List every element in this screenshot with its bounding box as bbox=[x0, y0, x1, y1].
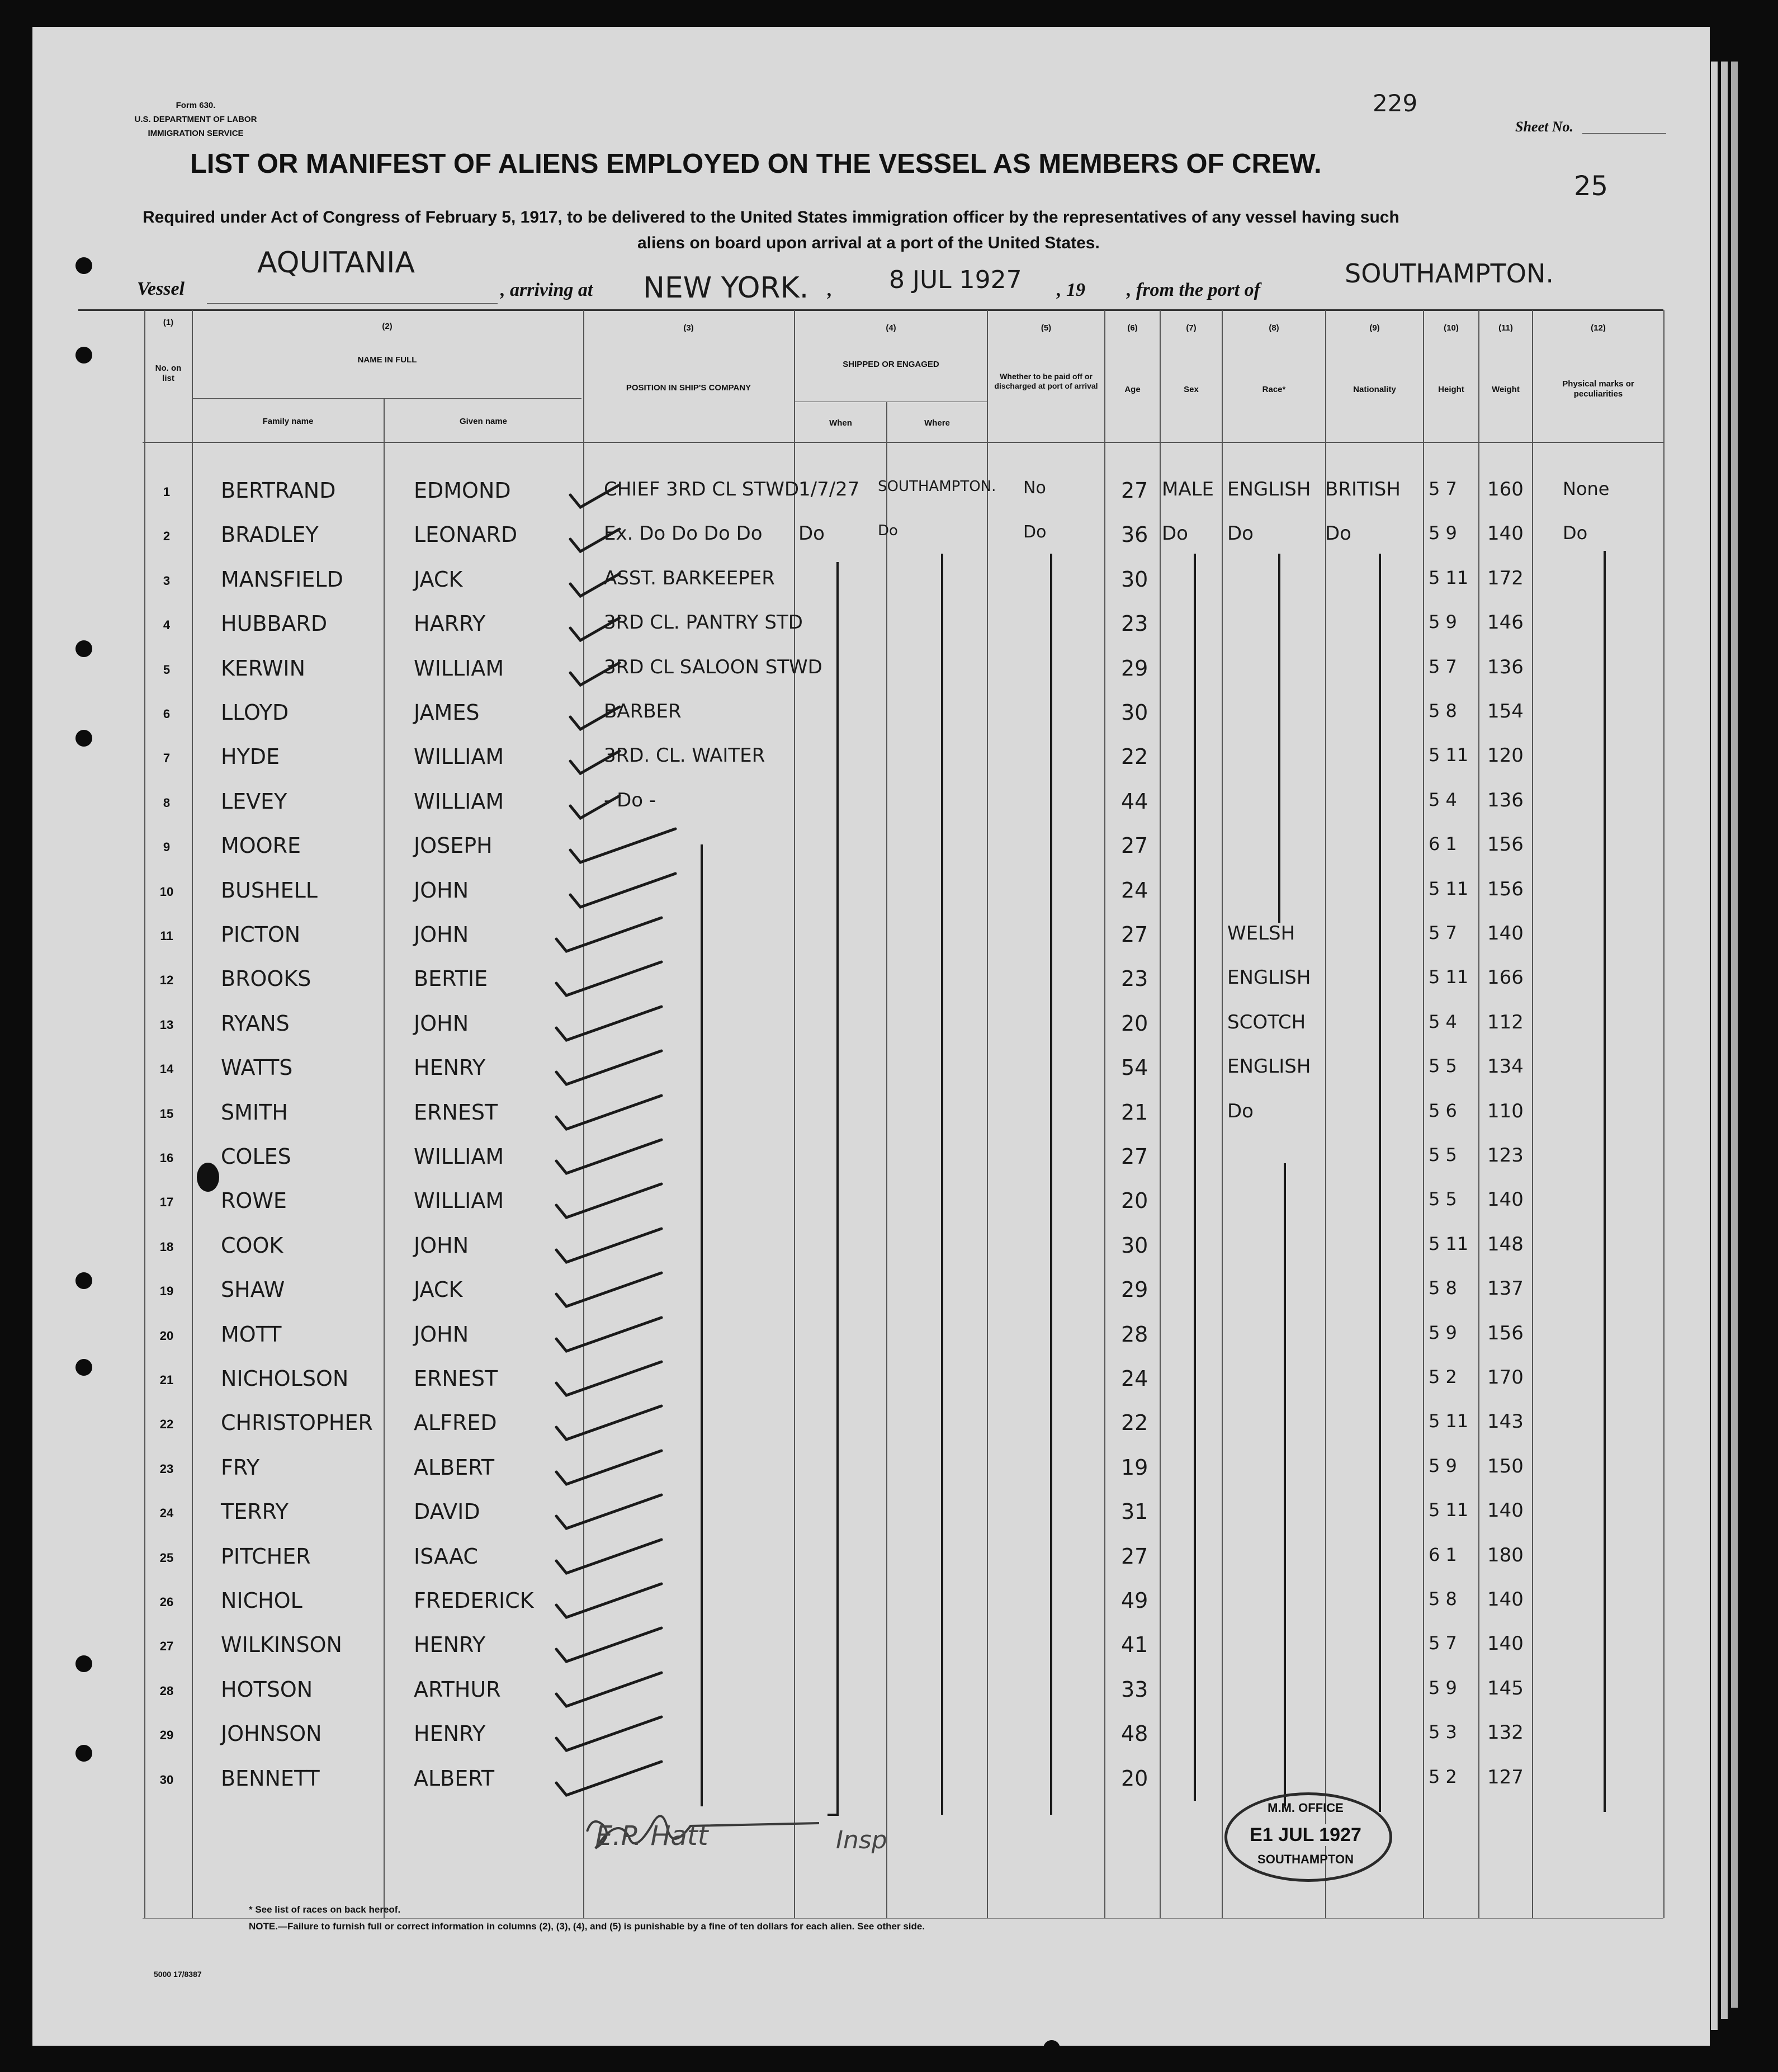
cell-weight: 156 bbox=[1487, 833, 1524, 856]
cell-family: PITCHER bbox=[221, 1544, 311, 1569]
cell-no: 14 bbox=[159, 1062, 174, 1076]
cell-given: BERTIE bbox=[414, 966, 488, 991]
cell-height: 5 8 bbox=[1429, 700, 1457, 721]
cell-family: LLOYD bbox=[221, 700, 289, 725]
cell-given: HENRY bbox=[414, 1632, 486, 1657]
col10-header: Height bbox=[1438, 385, 1464, 394]
cell-no: 5 bbox=[163, 663, 171, 677]
cell-weight: 143 bbox=[1487, 1410, 1524, 1433]
cell-no: 16 bbox=[159, 1151, 174, 1165]
cell-given: JAMES bbox=[414, 700, 480, 725]
cell-sex: MALE bbox=[1162, 478, 1214, 501]
checkmark bbox=[570, 751, 620, 773]
cell-where: Do bbox=[878, 522, 898, 539]
cell-family: PICTON bbox=[221, 922, 301, 947]
checkmark bbox=[556, 1007, 661, 1040]
cell-where: SOUTHAMPTON. bbox=[878, 478, 996, 495]
cell-family: ROWE bbox=[221, 1188, 287, 1213]
cell-race: Do bbox=[1227, 522, 1254, 545]
cell-no: 28 bbox=[159, 1684, 174, 1698]
cell-height: 5 9 bbox=[1429, 1455, 1457, 1476]
cell-no: 22 bbox=[159, 1417, 174, 1431]
cell-height: 5 7 bbox=[1429, 478, 1457, 499]
cell-height: 5 5 bbox=[1429, 1144, 1457, 1165]
cell-no: 23 bbox=[159, 1462, 174, 1476]
cell-no: 4 bbox=[163, 618, 171, 632]
col6-header: Age bbox=[1124, 385, 1141, 394]
cell-height: 5 11 bbox=[1429, 744, 1469, 766]
cell-height: 5 8 bbox=[1429, 1588, 1457, 1610]
cell-given: WILLIAM bbox=[414, 789, 504, 814]
cell-weight: 156 bbox=[1487, 1322, 1524, 1344]
checkmark bbox=[570, 874, 675, 907]
cell-no: 30 bbox=[159, 1773, 174, 1787]
cell-position: - Do - bbox=[604, 789, 656, 811]
cell-family: WATTS bbox=[221, 1055, 293, 1080]
inspector-title: Insp bbox=[836, 1826, 887, 1854]
arriving-port: NEW YORK. bbox=[643, 271, 809, 305]
cell-height: 6 1 bbox=[1429, 833, 1457, 855]
cell-height: 5 9 bbox=[1429, 522, 1457, 544]
checkmark bbox=[556, 1451, 661, 1484]
cell-given: HENRY bbox=[414, 1055, 486, 1080]
fine-note: NOTE.—Failure to furnish full or correct information in columns (2), (3), (4), and (5) is punishable by a fine of ten dollars for each alien. See other side. bbox=[249, 1921, 925, 1932]
col12-number: (12) bbox=[1591, 323, 1606, 333]
service: IMMIGRATION SERVICE bbox=[148, 129, 244, 138]
cell-no: 11 bbox=[160, 929, 173, 943]
col10-number: (10) bbox=[1444, 323, 1459, 333]
sheet-number: 229 bbox=[1373, 89, 1418, 117]
inspector-signature: E.P. Hatt bbox=[595, 1820, 708, 1852]
sheet-no-label: Sheet No. bbox=[1515, 119, 1573, 135]
cell-given: ISAAC bbox=[414, 1544, 478, 1569]
cell-height: 5 7 bbox=[1429, 656, 1457, 677]
cell-weight: 140 bbox=[1487, 1632, 1524, 1655]
checkmark bbox=[556, 1495, 661, 1528]
cell-age: 49 bbox=[1121, 1588, 1148, 1613]
cell-height: 5 11 bbox=[1429, 567, 1469, 588]
from-port-label: , from the port of bbox=[1127, 280, 1260, 300]
cell-age: 48 bbox=[1121, 1721, 1148, 1746]
cell-family: MANSFIELD bbox=[221, 567, 343, 592]
cell-marks: None bbox=[1563, 478, 1610, 499]
cell-age: 24 bbox=[1121, 1366, 1148, 1391]
cell-given: WILLIAM bbox=[414, 1188, 504, 1213]
cell-no: 27 bbox=[159, 1639, 174, 1653]
col11-header: Weight bbox=[1492, 385, 1520, 394]
checkmark bbox=[556, 962, 661, 995]
cell-weight: 156 bbox=[1487, 878, 1524, 900]
cell-age: 54 bbox=[1121, 1055, 1148, 1080]
comma: , bbox=[827, 280, 833, 300]
cell-no: 9 bbox=[163, 840, 171, 854]
cell-given: HARRY bbox=[414, 611, 486, 636]
cell-weight: 136 bbox=[1487, 656, 1524, 678]
cell-position: 3RD CL SALOON STWD bbox=[604, 656, 822, 678]
cell-age: 20 bbox=[1121, 1011, 1148, 1036]
cell-family: COLES bbox=[221, 1144, 291, 1169]
cell-position: CHIEF 3RD CL STWD bbox=[604, 478, 800, 501]
cell-no: 19 bbox=[159, 1284, 174, 1298]
cell-family: LEVEY bbox=[221, 789, 287, 814]
cell-height: 5 6 bbox=[1429, 1100, 1457, 1121]
cell-weight: 145 bbox=[1487, 1677, 1524, 1700]
col2-header: NAME IN FULL bbox=[357, 355, 417, 365]
form-number: Form 630. bbox=[176, 101, 216, 110]
cell-age: 41 bbox=[1121, 1632, 1148, 1657]
cell-family: TERRY bbox=[221, 1499, 289, 1524]
col3-header: POSITION IN SHIP'S COMPANY bbox=[626, 383, 751, 393]
col8-number: (8) bbox=[1269, 323, 1279, 333]
cell-position: ASST. BARKEEPER bbox=[604, 567, 775, 589]
cell-given: ALBERT bbox=[414, 1766, 495, 1791]
cell-position: 3RD. CL. WAITER bbox=[604, 744, 765, 767]
cell-age: 27 bbox=[1121, 1544, 1148, 1569]
cell-weight: 112 bbox=[1487, 1011, 1524, 1033]
cell-age: 27 bbox=[1121, 922, 1148, 947]
cell-height: 5 11 bbox=[1429, 966, 1469, 988]
cell-family: SHAW bbox=[221, 1277, 285, 1302]
cell-age: 27 bbox=[1121, 478, 1148, 503]
cell-height: 5 7 bbox=[1429, 1632, 1457, 1654]
col4-number: (4) bbox=[886, 323, 896, 333]
cell-weight: 150 bbox=[1487, 1455, 1524, 1478]
cell-given: HENRY bbox=[414, 1721, 486, 1746]
cell-weight: 110 bbox=[1487, 1100, 1524, 1122]
checkmark bbox=[556, 1096, 661, 1129]
cell-no: 6 bbox=[163, 707, 171, 721]
cell-weight: 140 bbox=[1487, 1499, 1524, 1522]
cell-weight: 170 bbox=[1487, 1366, 1524, 1389]
cell-no: 21 bbox=[159, 1373, 174, 1387]
cell-height: 5 11 bbox=[1429, 1233, 1469, 1254]
cell-height: 5 2 bbox=[1429, 1766, 1457, 1787]
race-note: * See list of races on back hereof. bbox=[249, 1904, 401, 1915]
cell-when: 1/7/27 bbox=[798, 478, 860, 501]
cell-height: 5 8 bbox=[1429, 1277, 1457, 1299]
cell-family: BERTRAND bbox=[221, 478, 336, 503]
cell-family: HYDE bbox=[221, 744, 280, 769]
arrival-date: 8 JUL 1927 bbox=[889, 266, 1022, 294]
cell-race: Do bbox=[1227, 1100, 1254, 1122]
cell-weight: 140 bbox=[1487, 1588, 1524, 1611]
cell-family: BROOKS bbox=[221, 966, 311, 991]
cell-given: ERNEST bbox=[414, 1100, 498, 1125]
cell-race: ENGLISH bbox=[1227, 1055, 1311, 1078]
cell-height: 5 9 bbox=[1429, 611, 1457, 633]
checkmark bbox=[556, 1140, 661, 1173]
where-header: Where bbox=[924, 418, 950, 428]
col11-number: (11) bbox=[1498, 323, 1513, 333]
checkmark bbox=[570, 618, 620, 640]
checkmark bbox=[570, 529, 620, 551]
col4-header: SHIPPED OR ENGAGED bbox=[843, 360, 939, 369]
cell-age: 33 bbox=[1121, 1677, 1148, 1702]
cell-family: RYANS bbox=[221, 1011, 290, 1036]
cell-family: MOTT bbox=[221, 1322, 282, 1347]
cell-height: 5 9 bbox=[1429, 1322, 1457, 1343]
checkmark bbox=[556, 1584, 661, 1617]
cell-age: 22 bbox=[1121, 744, 1148, 769]
manifest-subtitle-1: Required under Act of Congress of February 5, 1917, to be delivered to the United States immigration officer by the representatives of any vessel having such bbox=[143, 208, 1399, 226]
cell-weight: 146 bbox=[1487, 611, 1524, 634]
cell-age: 27 bbox=[1121, 1144, 1148, 1169]
cell-no: 26 bbox=[159, 1595, 174, 1609]
cell-weight: 140 bbox=[1487, 522, 1524, 545]
cell-given: JACK bbox=[414, 567, 463, 592]
checkmark bbox=[570, 485, 620, 507]
col1-header: No. on list bbox=[155, 364, 182, 383]
cell-age: 19 bbox=[1121, 1455, 1148, 1480]
cell-age: 27 bbox=[1121, 833, 1148, 858]
cell-family: HUBBARD bbox=[221, 611, 328, 636]
cell-age: 23 bbox=[1121, 966, 1148, 991]
manifest-title: LIST OR MANIFEST OF ALIENS EMPLOYED ON THE VESSEL AS MEMBERS OF CREW. bbox=[190, 149, 1322, 179]
cell-given: ARTHUR bbox=[414, 1677, 501, 1702]
cell-position: Ex. Do Do Do Do bbox=[604, 522, 763, 545]
cell-family: NICHOL bbox=[221, 1588, 302, 1613]
cell-family: MOORE bbox=[221, 833, 301, 858]
cell-weight: 172 bbox=[1487, 567, 1524, 589]
checkmark bbox=[556, 1229, 661, 1262]
cell-weight: 137 bbox=[1487, 1277, 1524, 1300]
cell-age: 24 bbox=[1121, 878, 1148, 903]
cell-given: JOHN bbox=[414, 1233, 469, 1258]
checkmark bbox=[570, 663, 620, 685]
cell-given: EDMOND bbox=[414, 478, 511, 503]
checkmark bbox=[556, 1762, 661, 1795]
cell-age: 20 bbox=[1121, 1188, 1148, 1213]
cell-given: ALFRED bbox=[414, 1410, 497, 1435]
checkmark bbox=[570, 707, 620, 729]
cell-age: 28 bbox=[1121, 1322, 1148, 1347]
cell-paid: Do bbox=[1023, 522, 1047, 542]
cell-no: 29 bbox=[159, 1728, 174, 1742]
checkmark bbox=[556, 1673, 661, 1706]
cell-family: COOK bbox=[221, 1233, 283, 1258]
cell-height: 5 11 bbox=[1429, 1410, 1469, 1432]
cell-given: ERNEST bbox=[414, 1366, 498, 1391]
cell-given: WILLIAM bbox=[414, 744, 504, 769]
col6-number: (6) bbox=[1127, 323, 1138, 333]
cell-age: 30 bbox=[1121, 700, 1148, 725]
ditto-line bbox=[827, 1806, 838, 1815]
checkmark bbox=[570, 829, 675, 862]
col8-header: Race* bbox=[1262, 385, 1286, 394]
cell-weight: 160 bbox=[1487, 478, 1524, 501]
checkmark bbox=[556, 918, 661, 951]
cell-age: 29 bbox=[1121, 656, 1148, 681]
cell-weight: 136 bbox=[1487, 789, 1524, 811]
cell-no: 3 bbox=[163, 574, 171, 588]
family-name-header: Family name bbox=[262, 417, 314, 426]
ink-blot bbox=[197, 1163, 219, 1192]
col1-number: (1) bbox=[163, 318, 174, 327]
col7-number: (7) bbox=[1186, 323, 1197, 333]
checkmark bbox=[556, 1318, 661, 1351]
cell-given: JACK bbox=[414, 1277, 463, 1302]
cell-race: ENGLISH bbox=[1227, 478, 1311, 501]
checkmark bbox=[556, 1184, 661, 1217]
cell-no: 25 bbox=[159, 1551, 174, 1565]
cell-no: 18 bbox=[159, 1240, 174, 1254]
cell-age: 20 bbox=[1121, 1766, 1148, 1791]
department: U.S. DEPARTMENT OF LABOR bbox=[134, 115, 257, 124]
checkmark bbox=[570, 574, 620, 596]
cell-age: 36 bbox=[1121, 522, 1148, 547]
cell-weight: 148 bbox=[1487, 1233, 1524, 1256]
cell-given: JOHN bbox=[414, 1011, 469, 1036]
stamp-top-text: M.M. OFFICE bbox=[1268, 1801, 1344, 1815]
cell-age: 29 bbox=[1121, 1277, 1148, 1302]
cell-no: 15 bbox=[159, 1107, 174, 1121]
cell-paid: No bbox=[1023, 478, 1046, 498]
col12-header: Physical marks or peculiarities bbox=[1562, 379, 1634, 399]
print-code: 5000 17/8387 bbox=[154, 1970, 202, 1979]
cell-height: 5 3 bbox=[1429, 1721, 1457, 1743]
cell-height: 5 4 bbox=[1429, 789, 1457, 810]
cell-height: 5 11 bbox=[1429, 1499, 1469, 1521]
stamp-bottom-text: SOUTHAMPTON bbox=[1257, 1852, 1354, 1866]
cell-family: HOTSON bbox=[221, 1677, 313, 1702]
cell-height: 5 11 bbox=[1429, 878, 1469, 899]
col7-header: Sex bbox=[1184, 385, 1199, 394]
cell-no: 10 bbox=[159, 885, 174, 899]
cell-marks: Do bbox=[1563, 522, 1588, 544]
cell-no: 7 bbox=[163, 751, 171, 765]
cell-given: FREDERICK bbox=[414, 1588, 534, 1613]
cell-race: WELSH bbox=[1227, 922, 1295, 945]
year-label: , 19 bbox=[1057, 280, 1085, 300]
checkmark bbox=[570, 796, 620, 818]
cell-height: 5 5 bbox=[1429, 1188, 1457, 1210]
cell-family: SMITH bbox=[221, 1100, 288, 1125]
cell-age: 30 bbox=[1121, 567, 1148, 592]
cell-weight: 140 bbox=[1487, 922, 1524, 945]
cell-age: 44 bbox=[1121, 789, 1148, 814]
cell-no: 13 bbox=[159, 1018, 174, 1032]
col9-header: Nationality bbox=[1353, 385, 1396, 394]
cell-given: JOHN bbox=[414, 1322, 469, 1347]
cell-position: 3RD CL. PANTRY STD bbox=[604, 611, 803, 634]
cell-family: BRADLEY bbox=[221, 522, 319, 547]
col5-header: Whether to be paid off or discharged at port of arrival bbox=[994, 372, 1098, 390]
cell-weight: 120 bbox=[1487, 744, 1524, 767]
cell-weight: 180 bbox=[1487, 1544, 1524, 1566]
cell-family: BUSHELL bbox=[221, 878, 318, 903]
cell-nationality: Do bbox=[1325, 522, 1351, 545]
cell-sex: Do bbox=[1162, 522, 1188, 545]
cell-weight: 166 bbox=[1487, 966, 1524, 989]
vessel-name: AQUITANIA bbox=[257, 246, 415, 280]
manifest-subtitle-2: aliens on board upon arrival at a port of the United States. bbox=[637, 234, 1100, 252]
cell-race: SCOTCH bbox=[1227, 1011, 1306, 1033]
cell-family: NICHOLSON bbox=[221, 1366, 349, 1391]
cell-given: JOHN bbox=[414, 878, 469, 903]
cell-no: 24 bbox=[159, 1506, 174, 1520]
checkmark bbox=[556, 1717, 661, 1750]
checkmark bbox=[556, 1051, 661, 1084]
checkmark bbox=[556, 1273, 661, 1306]
cell-given: ALBERT bbox=[414, 1455, 495, 1480]
cell-height: 5 7 bbox=[1429, 922, 1457, 943]
cell-no: 1 bbox=[163, 485, 171, 499]
cell-age: 30 bbox=[1121, 1233, 1148, 1258]
cell-family: KERWIN bbox=[221, 656, 305, 681]
checkmark bbox=[556, 1628, 661, 1662]
from-port: SOUTHAMPTON. bbox=[1345, 258, 1554, 289]
cell-no: 20 bbox=[159, 1329, 174, 1343]
cell-weight: 127 bbox=[1487, 1766, 1524, 1788]
col9-number: (9) bbox=[1369, 323, 1380, 333]
cell-given: JOSEPH bbox=[414, 833, 493, 858]
checkmark bbox=[556, 1406, 661, 1439]
col5-number: (5) bbox=[1041, 323, 1052, 333]
vessel-label: Vessel bbox=[137, 279, 185, 299]
cell-family: CHRISTOPHER bbox=[221, 1410, 373, 1435]
cell-position: BARBER bbox=[604, 700, 682, 723]
cell-height: 5 2 bbox=[1429, 1366, 1457, 1387]
cell-given: WILLIAM bbox=[414, 1144, 504, 1169]
stamp-date: E1 JUL 1927 bbox=[1241, 1824, 1370, 1846]
cell-height: 5 4 bbox=[1429, 1011, 1457, 1032]
cell-weight: 134 bbox=[1487, 1055, 1524, 1078]
cell-no: 12 bbox=[159, 973, 174, 987]
cell-weight: 140 bbox=[1487, 1188, 1524, 1211]
col3-number: (3) bbox=[683, 323, 694, 333]
cell-weight: 123 bbox=[1487, 1144, 1524, 1167]
cell-given: DAVID bbox=[414, 1499, 480, 1524]
cell-no: 8 bbox=[163, 796, 171, 810]
cell-height: 5 9 bbox=[1429, 1677, 1457, 1698]
cell-age: 21 bbox=[1121, 1100, 1148, 1125]
cell-age: 31 bbox=[1121, 1499, 1148, 1524]
cell-age: 23 bbox=[1121, 611, 1148, 636]
cell-when: Do bbox=[798, 522, 825, 545]
cell-family: JOHNSON bbox=[221, 1721, 322, 1746]
col2-number: (2) bbox=[382, 322, 393, 331]
cell-age: 22 bbox=[1121, 1410, 1148, 1435]
cell-family: BENNETT bbox=[221, 1766, 320, 1791]
arriving-label: , arriving at bbox=[500, 280, 593, 300]
handwritten-number: 25 bbox=[1574, 171, 1609, 202]
cell-weight: 154 bbox=[1487, 700, 1524, 723]
cell-nationality: BRITISH bbox=[1325, 478, 1401, 501]
when-header: When bbox=[829, 418, 852, 428]
given-name-header: Given name bbox=[459, 417, 508, 426]
cell-given: WILLIAM bbox=[414, 656, 504, 681]
cell-no: 2 bbox=[163, 529, 171, 543]
cell-height: 5 5 bbox=[1429, 1055, 1457, 1077]
cell-family: FRY bbox=[221, 1455, 260, 1480]
cell-given: JOHN bbox=[414, 922, 469, 947]
cell-given: LEONARD bbox=[414, 522, 518, 547]
cell-height: 6 1 bbox=[1429, 1544, 1457, 1565]
cell-race: ENGLISH bbox=[1227, 966, 1311, 989]
cell-no: 17 bbox=[159, 1195, 174, 1209]
cell-weight: 132 bbox=[1487, 1721, 1524, 1744]
checkmark bbox=[556, 1362, 661, 1395]
checkmark bbox=[556, 1540, 661, 1573]
cell-family: WILKINSON bbox=[221, 1632, 342, 1657]
